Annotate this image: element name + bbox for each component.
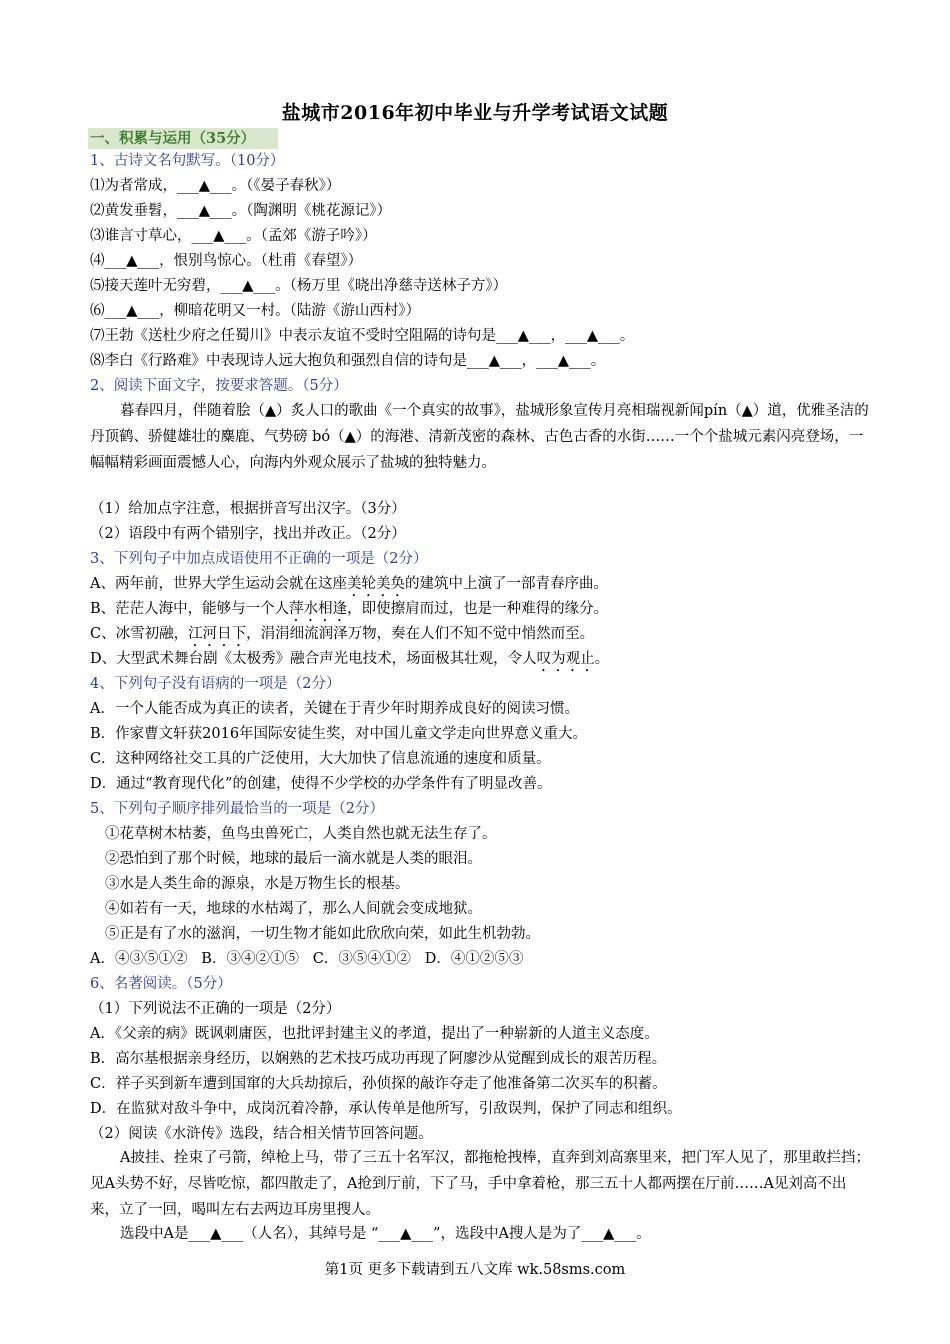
q5-options: A．④③⑤①② B．③④②①⑤ C．③⑤④①② D．④①②⑤③ [90,951,524,967]
q3-d-text-1: D、大型武术舞台剧《太极秀》融合声光电技术，场面极其壮观，令人 [90,651,537,667]
q1-item-5: ⑸接天莲叶无穷碧，___▲___。（杨万里《晓出净慈寺送林子方》） [90,278,508,294]
question-1-heading: 1、古诗文名句默写。（10分） [90,153,285,169]
q6-option-b: B．高尔基根据亲身经历，以娴熟的艺术技巧成功再现了阿廖沙从觉醒到成长的艰苦历程。 [90,1051,667,1067]
q3-c-text-1: C、冰雪初融， [90,626,189,642]
q2-passage: 暮春四月，伴随着脍（▲）炙人口的歌曲《一个真实的故事》，盐城形象宣传月亮相瑞视新闻pín（▲）道，优雅圣洁的丹顶鹤、骄健雄壮的麋鹿、气势磅 bó（▲）的海港、清新茂密的森林、古色古香的水街……一个个盐城元素闪亮登场，一幅幅精彩画面震憾人心，向海内外观众展示了盐城的独特魅力。 [90,403,869,471]
q1-item-1: ⑴为者常成，___▲___。（《晏子春秋》） [90,178,341,194]
q2-sub-2: （2）语段中有两个错别字，找出并改正。（2分） [90,526,406,542]
q6-passage: A披挂、拴束了弓箭，绰枪上马，带了三五十名军汉，都拖枪拽棒，直奔到刘高寨里来，把门军人见了，那里敢拦挡；见A头势不好，尽皆吃惊，都四散走了，A抢到厅前，下了马，手中拿着枪，那三五十人都两摆在厅前……A见刘高不出来，立了一回，喝叫左右去两边耳房里搜人。 [90,1150,870,1218]
section-heading: 一、积累与运用（35分） [88,128,278,149]
page-title: 盐城市2016年初中毕业与升学考试语文试题 [281,102,669,124]
q5-sentence-3: ③水是人类生命的源泉，水是万物生长的根基。 [105,876,410,892]
q3-a-text-2: 的建筑中上演了一部青春序曲。 [404,576,608,592]
q3-option-a [90,574,608,600]
q6-sub-2: （2）阅读《水浒传》选段，结合相关情节回答问题。 [90,1126,433,1142]
q4-option-d: D．通过“教育现代化”的创建，使得不少学校的办学条件有了明显改善。 [90,776,552,792]
q5-sentence-5: ⑤正是有了水的滋润，一切生物才能如此欣欣向荣，如此生机勃勃。 [105,926,540,942]
q3-c-text-2: ，涓涓细流润泽万物，奏在人们不知不觉中悄然而至。 [246,626,595,642]
q3-a-idiom: 美轮美奂 [346,576,405,592]
q3-option-d [90,649,609,675]
q3-d-text-2: 。 [594,651,610,667]
q1-item-8: ⑻李白《行路难》中表现诗人远大抱负和强烈自信的诗句是___▲___，___▲___。 [90,353,606,369]
q4-option-a: A．一个人能否成为真正的读者，关键在于青少年时期养成良好的阅读习惯。 [90,701,579,717]
q3-c-idiom: 江河日下 [188,626,247,642]
q3-b-text-1: B、茫茫人海中，能够与一个人 [90,601,290,617]
page-footer: 第1页 更多下载请到五八文库 wk.58sms.com [324,1262,626,1278]
q6-question: 选段中A是___▲___（人名），其绰号是 “___▲___”，选段中A搜人是为了___▲___。 [120,1226,651,1242]
q1-item-6: ⑹___▲___，柳暗花明又一村。（陆游《游山西村》） [90,303,421,319]
question-3-heading: 3、下列句子中加点成语使用不正确的一项是（2分） [90,551,428,567]
q6-option-d: D．在监狱对敌斗争中，成岗沉着冷静，承认传单是他所写，引敌误判，保护了同志和组织。 [90,1101,682,1117]
q1-item-3: ⑶谁言寸草心，___▲___。（孟郊《游子吟》） [90,228,377,244]
q5-sentence-4: ④如若有一天，地球的水枯竭了，那么人间就会变成地狱。 [105,901,482,917]
q6-sub-1: （1）下列说法不正确的一项是（2分） [90,1001,341,1017]
q6-option-a: A．《父亲的病》既讽刺庸医，也批评封建主义的孝道，提出了一种崭新的人道主义态度。 [90,1026,659,1042]
q3-d-idiom: 叹为观止 [536,651,595,667]
q6-option-c: C．祥子买到新车遭到国窜的大兵劫掠后，孙侦探的敲诈夺走了他准备第二次买车的积蓄。 [90,1076,667,1092]
q1-item-4: ⑷___▲___，恨别鸟惊心。（杜甫《春望》） [90,253,363,269]
q3-a-text-1: A、两年前，世界大学生运动会就在这座 [90,576,347,592]
q2-sub-1: （1）给加点字注意，根据拼音写出汉字。（3分） [90,501,406,517]
q3-option-c [90,624,594,650]
q3-b-idiom: 萍水相逢 [289,601,348,617]
q3-b-text-2: ，即使擦肩而过，也是一种难得的缘分。 [347,601,609,617]
question-6-heading: 6、名著阅读。（5分） [90,976,232,992]
question-5-heading: 5、下列句子顺序排列最恰当的一项是（2分） [90,801,384,817]
q1-item-7: ⑺王勃《送杜少府之任蜀川》中表示友谊不受时空阻隔的诗句是___▲___，___▲___。 [90,328,635,344]
q4-option-c: C．这种网络社交工具的广泛使用，大大加快了信息流通的速度和质量。 [90,751,551,767]
q5-sentence-1: ①花草树木枯萎，鱼鸟虫兽死亡，人类自然也就无法生存了。 [105,826,497,842]
q1-item-2: ⑵黄发垂髫，___▲___。（陶渊明《桃花源记》） [90,203,392,219]
question-2-heading: 2、阅读下面文字，按要求答题。（5分） [90,378,348,394]
q4-option-b: B．作家曹文轩获2016年国际安徒生奖，对中国儿童文学走向世界意义重大。 [90,726,588,742]
question-4-heading: 4、下列句子没有语病的一项是（2分） [90,676,341,692]
q3-option-b [90,599,608,625]
q5-sentence-2: ②恐怕到了那个时候，地球的最后一滴水就是人类的眼泪。 [105,851,482,867]
